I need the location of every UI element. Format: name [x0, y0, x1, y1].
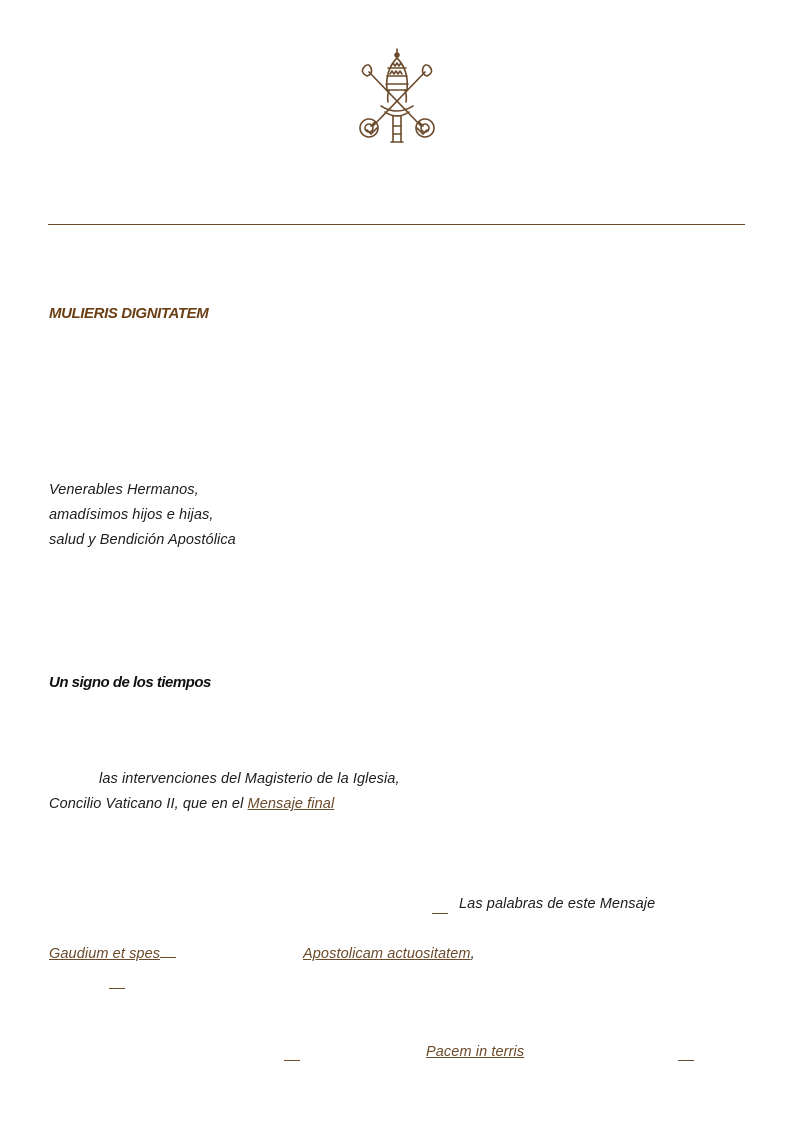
paragraph-line [49, 796, 334, 812]
paragraph-text: Concilio Vaticano II, que en el [49, 796, 248, 812]
greeting-line: Venerables Hermanos, [49, 482, 199, 498]
paragraph-line [303, 946, 475, 962]
paragraph-line [49, 946, 176, 962]
footnote-ref-link[interactable] [678, 1059, 694, 1061]
greeting-line: salud y Bendición Apostólica [49, 532, 236, 548]
footnote-ref-link[interactable] [284, 1059, 300, 1061]
greeting-line: amadísimos hijos e hijas, [49, 507, 214, 523]
papal-crest-icon [355, 46, 439, 148]
link-gaudium-et-spes[interactable]: Gaudium et spes [49, 946, 161, 962]
footnote-ref-link[interactable] [160, 956, 176, 958]
footnote-ref-link[interactable] [432, 912, 448, 914]
section-heading: Un signo de los tiempos [49, 674, 211, 691]
header-divider [48, 224, 745, 225]
link-mensaje-final[interactable]: Mensaje final [247, 796, 335, 812]
greeting-block [49, 478, 236, 553]
link-apostolicam-actuositatem[interactable]: Apostolicam actuositatem [303, 946, 471, 962]
paragraph-line [426, 1044, 524, 1060]
document-title: MULIERIS DIGNITATEM [49, 305, 209, 322]
link-pacem-in-terris[interactable]: Pacem in terris [426, 1044, 525, 1060]
punctuation: , [470, 946, 475, 962]
paragraph-line: Las palabras de este Mensaje [459, 896, 656, 912]
paragraph-line: las intervenciones del Magisterio de la Iglesia, [99, 771, 400, 787]
footnote-ref-link[interactable] [109, 987, 125, 989]
